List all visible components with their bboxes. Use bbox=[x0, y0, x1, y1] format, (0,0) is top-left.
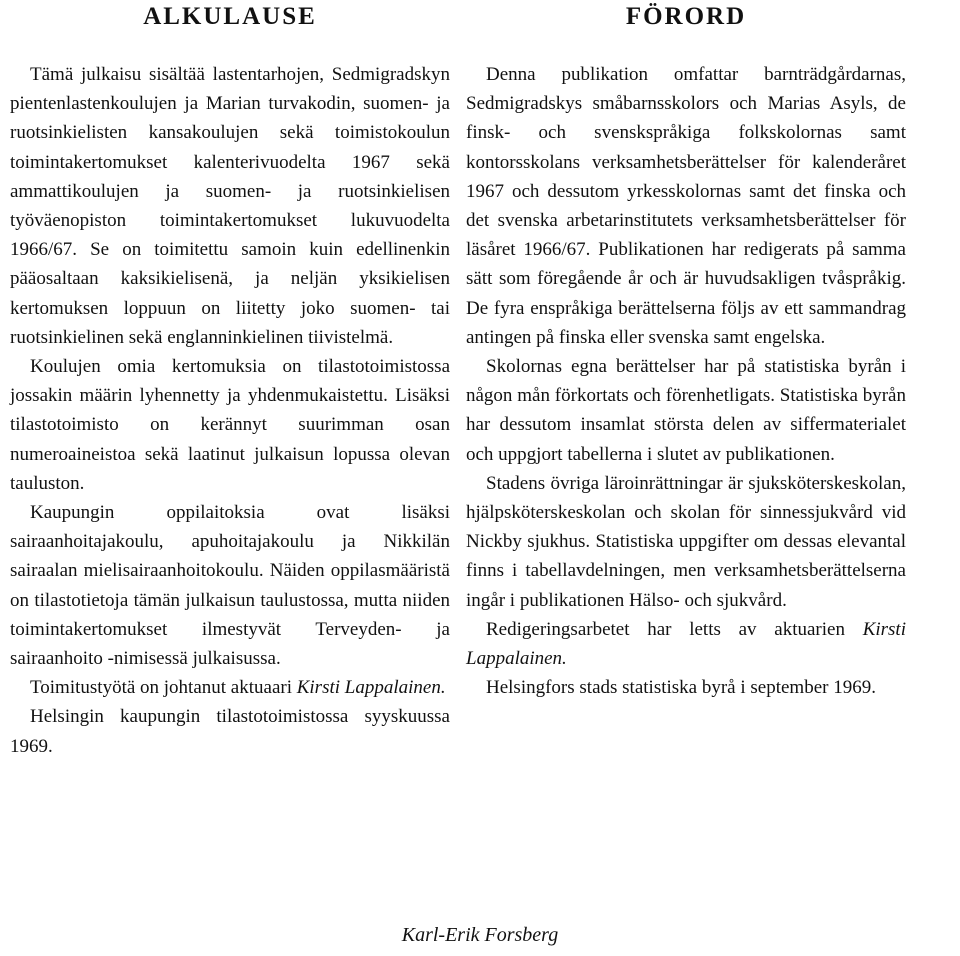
finnish-paragraph-3: Kaupungin oppilaitoksia ovat lisäksi sairaanhoitajakoulu, apuhoitajakoulu ja Nikkilän sairaalan mielisairaanhoitokoulu. Näiden oppilasmääristä on tilastotietoja tämän julkaisun taulustossa, mutta niiden toimintakertomukset ilmestyvät Terveyden- ja sairaanhoito -nimisessä julkaisussa. bbox=[10, 502, 450, 670]
swedish-editor-name: Kirsti Lappalainen. bbox=[466, 618, 906, 670]
swedish-paragraph-1: Denna publikation omfattar barnträdgårdarnas, Sedmigradskys småbarnsskolors och Marias Asyls, de finsk- och svenskspråkiga folkskolornas samt kontorsskolans verksamhetsberättelser för kalenderåret 1967 och dessutom yrkesskolornas samt det finska och det svenska arbetarinstitutets verksamhetsberättelser för läsåret 1966/67. Publikationen har redigerats på samma sätt som föregående år och är huvudsakligen tvåspråkig. De fyra enspråkiga berättelserna följs av ett sammandrag antingen på finska eller svenska samt engelska. bbox=[466, 64, 906, 348]
swedish-paragraph-5: Helsingfors stads statistiska byrå i september 1969. bbox=[486, 677, 876, 699]
finnish-column bbox=[10, 0, 450, 761]
swedish-column bbox=[466, 0, 906, 702]
finnish-paragraph-5: Helsingin kaupungin tilastotoimistossa syyskuussa 1969. bbox=[10, 706, 450, 757]
finnish-body bbox=[10, 60, 450, 761]
swedish-editor-text: Redigeringsarbetet har letts av aktuarien bbox=[486, 618, 863, 640]
swedish-paragraph-4 bbox=[466, 615, 906, 673]
signature: Karl-Erik Forsberg bbox=[401, 924, 559, 946]
finnish-heading: ALKULAUSE bbox=[143, 3, 317, 30]
swedish-heading: FÖRORD bbox=[625, 3, 747, 30]
swedish-paragraph-3: Stadens övriga läroinrättningar är sjuksköterskeskolan, hjälpsköterskeskolan och skolan för sinnessjukvård vid Nickby sjukhus. Statistiska uppgifter om dessas elevantal finns i tabellavdelningen, men verksamhetsberättelserna ingår i publikationen Hälso- och sjukvård. bbox=[466, 472, 906, 611]
finnish-editor-text: Toimitustyötä on johtanut aktuaari bbox=[30, 677, 297, 699]
swedish-paragraph-2: Skolornas egna berättelser har på statistiska byrån i någon mån förkortats och förenhetligats. Statistiska byrån har dessutom insamlat största delen av siffermaterialet och uppgjort tabellerna i slutet av publikationen. bbox=[466, 356, 906, 465]
finnish-editor-name: Kirsti Lappalainen. bbox=[296, 677, 446, 699]
finnish-paragraph-2: Koulujen omia kertomuksia on tilastotoimistossa jossakin määrin lyhennetty ja yhdenmukaistettu. Lisäksi tilastotoimisto on kerännyt suurimman osan numeroaineistoa sekä laatinut julkaisun lopussa olevan tauluston. bbox=[10, 356, 450, 494]
finnish-paragraph-1: Tämä julkaisu sisältää lastentarhojen, Sedmigradskyn pientenlastenkoulujen ja Marian turvakodin, suomen- ja ruotsinkielisten kansakoulujen sekä toimistokoulun toimintakertomukset kalenterivuodelta 1967 sekä ammattikoulujen ja suomen- ja ruotsinkielisen työväenopiston toimintakertomukset lukuvuodelta 1966/67. Se on toimitettu samoin kuin edellinenkin pääosaltaan kaksikielisenä, ja neljän yksikielisen kertomuksen loppuun on liitetty joko suomen- tai ruotsinkielinen sekä englanninkielinen tiivistelmä. bbox=[10, 64, 450, 348]
swedish-body bbox=[466, 60, 906, 702]
finnish-paragraph-4 bbox=[10, 673, 450, 702]
